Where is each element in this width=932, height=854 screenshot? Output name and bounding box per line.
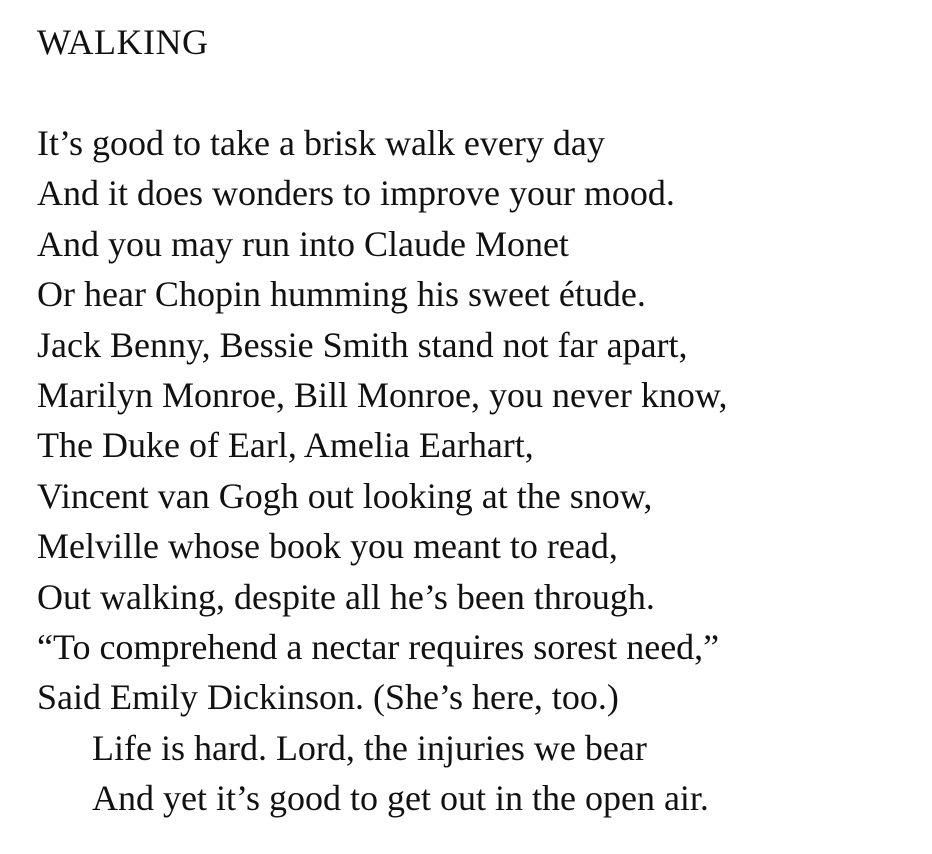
- poem-line: Vincent van Gogh out looking at the snow,: [37, 475, 653, 516]
- poem-line: And it does wonders to improve your mood.: [37, 173, 675, 214]
- poem-line: Marilyn Monroe, Bill Monroe, you never know,: [37, 374, 728, 415]
- poem-line: And you may run into Claude Monet: [37, 223, 569, 264]
- poem-line: Out walking, despite all he’s been through.: [37, 576, 655, 617]
- poem-line: Jack Benny, Bessie Smith stand not far apart,: [37, 324, 688, 365]
- poem-line-indented: And yet it’s good to get out in the open air.: [92, 778, 709, 819]
- poem-line-indented: Life is hard. Lord, the injuries we bear: [92, 727, 647, 768]
- poem-body: [37, 118, 728, 823]
- poem-title: WALKING: [37, 22, 209, 62]
- poem-line: Melville whose book you meant to read,: [37, 526, 618, 567]
- poem-line: The Duke of Earl, Amelia Earhart,: [37, 425, 534, 466]
- poem-line: It’s good to take a brisk walk every day: [37, 123, 605, 163]
- poem-line: Said Emily Dickinson. (She’s here, too.): [37, 677, 619, 718]
- poem-line: Or hear Chopin humming his sweet étude.: [37, 274, 646, 315]
- poem-line: “To comprehend a nectar requires sorest need,”: [37, 626, 720, 667]
